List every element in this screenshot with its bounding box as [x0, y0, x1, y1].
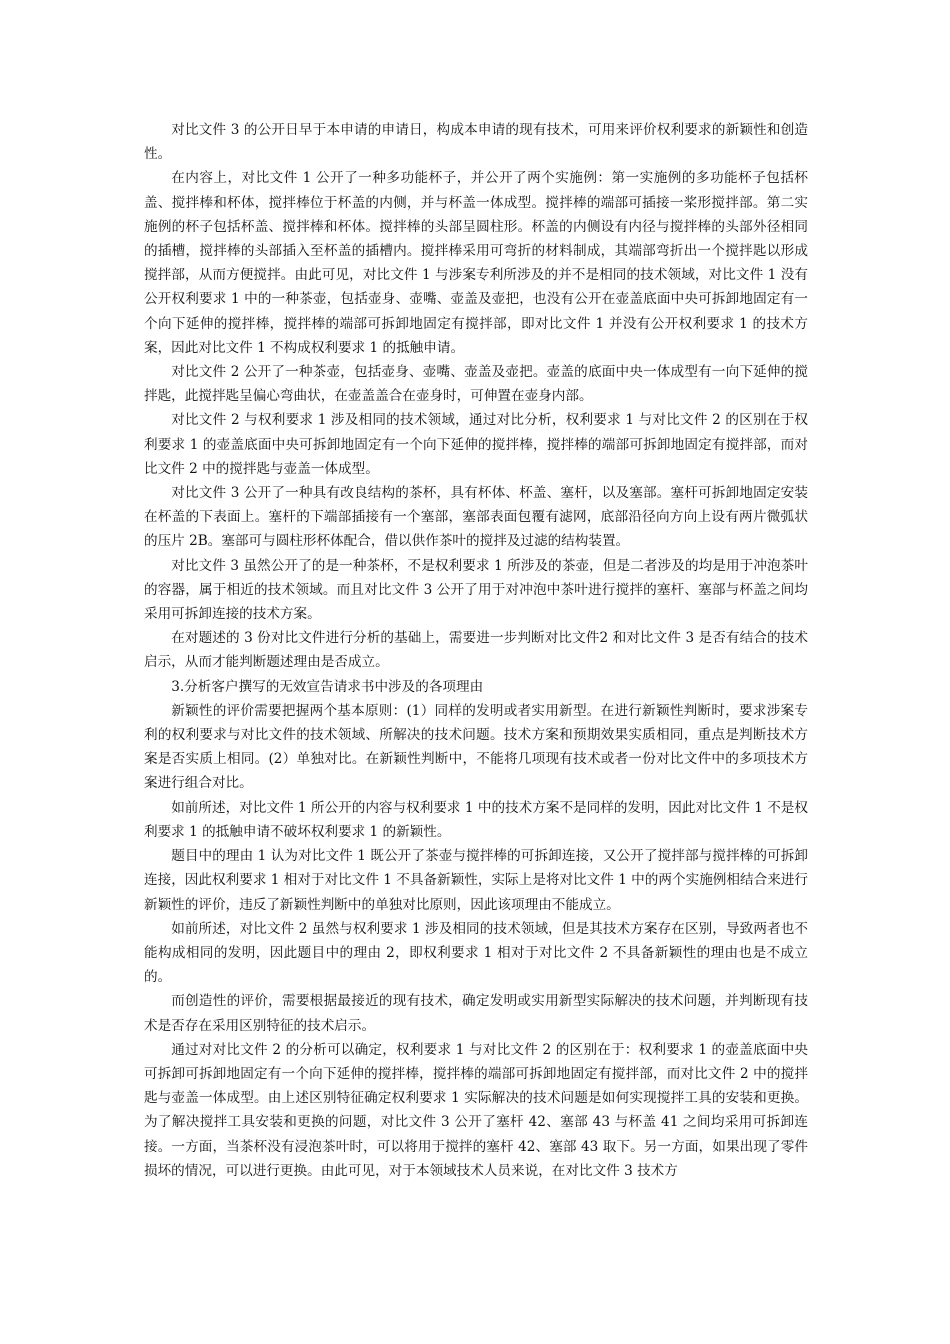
paragraph: 对比文件 3 虽然公开了的是一种茶杯，不是权利要求 1 所涉及的茶壶，但是二者涉及的均是用于冲泡茶叶的容器，属于相近的技术领域。而且对比文件 3 公开了用于对冲泡中茶叶进行搅拌的塞杆、塞部与杯盖之间均采用可拆卸连接的技术方案。	[144, 557, 808, 623]
paragraph: 在内容上，对比文件 1 公开了一种多功能杯子，并公开了两个实施例：第一实施例的多功能杯子包括杯盖、搅拌棒和杯体，搅拌棒位于杯盖的内侧，并与杯盖一体成型。搅拌棒的端部可插接一桨形搅拌部。第二实施例的杯子包括杯盖、搅拌棒和杯体。搅拌棒的头部呈圆柱形。杯盖的内侧设有内径与搅拌棒的头部外径相同的插槽，搅拌棒的头部插入至杯盖的插槽内。搅拌棒采用可弯折的材料制成，其端部弯折出一个搅拌匙以形成搅拌部，从而方便搅拌。由此可见，对比文件 1 与涉案专利所涉及的并不是相同的技术领域，对比文件 1 没有公开权利要求 1 中的一种茶壶，包括壶身、壶嘴、壶盖及壶把，也没有公开在壶盖底面中央可拆卸地固定有一个向下延伸的搅拌棒，搅拌棒的端部可拆卸地固定有搅拌部，即对比文件 1 并没有公开权利要求 1 的技术方案，因此对比文件 1 不构成权利要求 1 的抵触申请。	[144, 170, 808, 356]
paragraph: 对比文件 3 公开了一种具有改良结构的茶杯，具有杯体、杯盖、塞杆，以及塞部。塞杆可拆卸地固定安装在杯盖的下表面上。塞杆的下端部插接有一个塞部，塞部表面包覆有滤网，底部沿径向方向上设有两片微弧状的压片 2B。塞部可与圆柱形杯体配合，借以供作茶叶的搅拌及过滤的结构装置。	[144, 485, 808, 550]
paragraph: 通过对对比文件 2 的分析可以确定，权利要求 1 与对比文件 2 的区别在于：权利要求 1 的壶盖底面中央可拆卸可拆卸地固定有一个向下延伸的搅拌棒，搅拌棒的端部可拆卸地固定有搅拌部，而对比文件 2 中的搅拌匙与壶盖一体成型。由上述区别特征确定权利要求 1 实际解决的技术问题是如何实现搅拌工具的安装和更换。为了解决搅拌工具安装和更换的问题，对比文件 3 公开了塞杆 42、塞部 43 与杯盖 41 之间均采用可拆卸连接。一方面，当茶杯没有浸泡茶叶时，可以将用于搅拌的塞杆 42、塞部 43 取下。另一方面，如果出现了零件损坏的情况，可以进行更换。由此可见，对于本领域技术人员来说，在对比文件 3 技术方	[144, 1041, 808, 1179]
paragraph: 而创造性的评价，需要根据最接近的现有技术，确定发明或实用新型实际解决的技术问题，并判断现有技术是否存在采用区别特征的技术启示。	[144, 993, 808, 1034]
paragraph: 在对题述的 3 份对比文件进行分析的基础上，需要进一步判断对比文件2 和对比文件 3 是否有结合的技术启示，从而才能判断题述理由是否成立。	[144, 630, 808, 671]
paragraph: 如前所述，对比文件 2 虽然与权利要求 1 涉及相同的技术领域，但是其技术方案存在区别，导致两者也不能构成相同的发明，因此题目中的理由 2，即权利要求 1 相对于对比文件 2 不具备新颖性的理由也是不成立的。	[144, 920, 808, 986]
section-heading: 3.分析客户撰写的无效宣告请求书中涉及的各项理由	[171, 678, 484, 695]
paragraph: 对比文件 2 与权利要求 1 涉及相同的技术领域，通过对比分析，权利要求 1 与对比文件 2 的区别在于权利要求 1 的壶盖底面中央可拆卸地固定有一个向下延伸的搅拌棒，搅拌棒的端部可拆卸地固定有搅拌部，而对比文件 2 中的搅拌匙与壶盖一体成型。	[144, 412, 808, 477]
paragraph: 对比文件 2 公开了一种茶壶，包括壶身、壶嘴、壶盖及壶把。壶盖的底面中央一体成型有一向下延伸的搅拌匙，此搅拌匙呈偏心弯曲状，在壶盖盖合在壶身时，可伸置在壶身内部。	[144, 364, 808, 405]
paragraph: 对比文件 3 的公开日早于本申请的申请日，构成本申请的现有技术，可用来评价权利要求的新颖性和创造性。	[144, 122, 808, 163]
paragraph: 题目中的理由 1 认为对比文件 1 既公开了茶壶与搅拌棒的可拆卸连接，又公开了搅拌部与搅拌棒的可拆卸连接，因此权利要求 1 相对于对比文件 1 不具备新颖性，实际上是将对比文件 1 中的两个实施例相结合来进行新颖性的评价，违反了新颖性判断中的单独对比原则，因此该项理由不能成立。	[144, 848, 808, 913]
paragraph: 如前所述，对比文件 1 所公开的内容与权利要求 1 中的技术方案不是同样的发明，因此对比文件 1 不是权利要求 1 的抵触申请不破坏权利要求 1 的新颖性。	[144, 799, 808, 840]
document-body	[144, 118, 808, 1183]
paragraph: 新颖性的评价需要把握两个基本原则：(1）同样的发明或者实用新型。在进行新颖性判断时，要求涉案专利的权利要求与对比文件的技术领域、所解决的技术问题。技术方案和预期效果实质相同，重点是判断技术方案是否实质上相同。(2）单独对比。在新颖性判断中，不能将几项现有技术或者一份对比文件中的多项技术方案进行组合对比。	[144, 702, 808, 792]
